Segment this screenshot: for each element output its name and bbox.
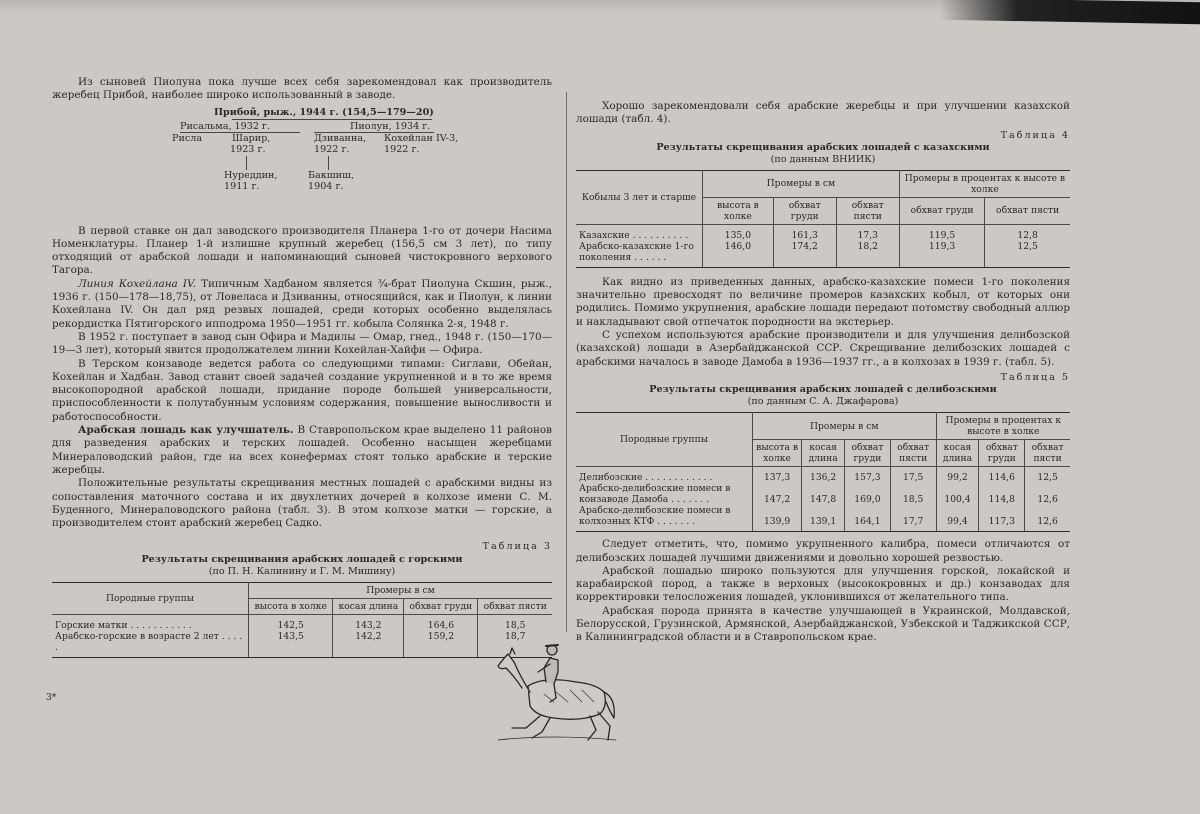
table3-subtitle: (по П. Н. Калинину и Г. М. Мишину) bbox=[208, 565, 396, 577]
table4-measures-header: Промеры в см bbox=[703, 170, 900, 197]
table5-measures-header: Промеры в см bbox=[753, 413, 937, 440]
left-column bbox=[52, 76, 552, 658]
table5-row-label: Делибозские . . . . . . . . . . . . Арабско-делибозские помеси в конзаводе Дамоба . . . . . . . Арабско-делибозские помеси в колхозных КТФ . . . . . . . bbox=[576, 467, 753, 532]
pedigree-g3a: Дзиванна, bbox=[314, 132, 367, 144]
table5-col-header: обхват пясти bbox=[1025, 440, 1070, 467]
table5-cell: 114,6 114,8 117,3 bbox=[979, 467, 1025, 532]
pedigree-line bbox=[232, 119, 432, 120]
koheilan-lead: Линия Кохейлана IV. bbox=[78, 277, 196, 290]
pedigree-g3b: 1922 г. bbox=[314, 143, 350, 155]
table5-col-header: обхват пясти bbox=[890, 440, 936, 467]
table5-col-header: высота в холке bbox=[753, 440, 802, 467]
table5-pct-header: Промеры в процентах к высоте в холке bbox=[936, 413, 1070, 440]
paragraph-omar: В 1952 г. поступает в завод сын Офира и Мадилы — Омар, гнед., 1948 г. (150—170—19—3 лет), который явится продолжателем линии Кохейлан-Хайфи — Офира. bbox=[52, 330, 552, 357]
paragraph-kazakh-result: Как видно из приведенных данных, арабско-казахские помеси 1-го поколения значительно превосходят по величине промеров казахских кобыл, от которых они родились. Помимо укрупнения, арабские лошади передают потомству свободный аллюр и накладывают свой отпечаток породности на экстерьер. bbox=[576, 275, 1070, 328]
table5-cell: 157,3 169,0 164,1 bbox=[845, 467, 891, 532]
table5-group-header: Породные группы bbox=[576, 413, 753, 467]
table3-measures-header: Промеры в см bbox=[249, 582, 553, 598]
table4-title: Результаты скрещивания арабских лошадей с казахскими bbox=[656, 141, 990, 153]
table5 bbox=[576, 412, 1070, 532]
paragraph-breeds: Арабской лошадью широко пользуются для улучшения горской, локайской и карабаирской пород, а также в верховых (высококровных и др.) конзаводах для корректировки телосложения лошадей, уклонившихся от желательного типа. bbox=[576, 564, 1070, 604]
table4 bbox=[576, 170, 1070, 268]
table3-cell: 143,2 142,2 bbox=[333, 614, 404, 657]
table5-col-header: косая длина bbox=[936, 440, 979, 467]
table3-col-header: обхват груди bbox=[404, 598, 478, 614]
paragraph-deliboz: С успехом используются арабские производители и для улучшения делибозской (казахской) лошади в Азербайджанской ССР. Скрещивание делибозских лошадей с арабскими началось в заводе Дамоба в 1936—1937 гг., а в колхозах в 1939 г. (табл. 5). bbox=[576, 329, 1070, 368]
table3-caption: Таблица 3 bbox=[482, 541, 552, 553]
pedigree-chart bbox=[52, 103, 552, 225]
table4-row-label: Казахские . . . . . . . . . . Арабско-казахские 1-го поколения . . . . . . bbox=[576, 224, 703, 267]
table3-cell: 142,5 143,5 bbox=[249, 614, 333, 657]
paragraph-results: Положительные результаты скрещивания местных лошадей с арабскими видны из сопоставления маточного состава и их двухлетних дочерей в колхозе имени С. М. Буденного, Минераловодского района (табл. 3). В этом колхозе матки — горские, а производителем стоит арабский жеребец Садко. bbox=[52, 477, 552, 530]
pedigree-gg1b: 1911 г. bbox=[224, 180, 260, 192]
right-column bbox=[576, 100, 1070, 645]
pedigree-sire: Пиолун, 1934 г. bbox=[350, 120, 431, 132]
table4-cell: 135,0 146,0 bbox=[703, 224, 774, 267]
table5-cell: 17,5 18,5 17,7 bbox=[890, 467, 936, 532]
paragraph-improver bbox=[52, 424, 552, 477]
table5-cell: 12,5 12,6 12,6 bbox=[1025, 467, 1070, 532]
paragraph-planer: В первой ставке он дал заводского производителя Планера 1-го от дочери Насима Номенклатуры. Планер 1-й излишне крупный жеребец (156,5 см 3 лет), по типу отходящий от арабской лошади и напоминающий сыновей чистокровного верхового Тагора. bbox=[52, 224, 552, 277]
pedigree-gg2b: 1904 г. bbox=[308, 180, 344, 192]
table3-cell: 18,5 18,7 bbox=[478, 614, 552, 657]
pedigree-g4a: Кохейлан IV-3, bbox=[384, 132, 459, 144]
table4-cell: 12,8 12,5 bbox=[985, 224, 1070, 267]
paragraph-movement: Следует отметить, что, помимо укрупненного калибра, помеси отличаются от делибозских лошадей лучшими движениями и довольно хорошей резвостью. bbox=[576, 538, 1070, 564]
intro-paragraph: Из сыновей Пиолуна пока лучше всех себя зарекомендовал как производитель жеребец Прибой, наиболее широко использованный в заводе. bbox=[52, 76, 552, 102]
column-divider bbox=[566, 92, 567, 632]
paragraph-republics: Арабская порода принята в качестве улучшающей в Украинской, Молдавской, Белорусской, Грузинской, Армянской, Азербайджанской, Узбекской и Таджикской ССР, в Калининградской области и в Ставропольском крае. bbox=[576, 604, 1070, 644]
pedigree-g1: Рисла bbox=[172, 132, 203, 144]
table4-cell: 119,5 119,3 bbox=[899, 224, 984, 267]
pedigree-root: Прибой, рыж., 1944 г. (154,5—179—20) bbox=[214, 106, 434, 118]
improver-text: В Ставропольском крае выделено 11 районов для разведения арабских и терских лошадей. Особенно насыщен жеребцами Минераловодский район, где на всех конефермах стоят только арабские и терские жеребцы. bbox=[52, 424, 552, 476]
table5-caption: Таблица 5 bbox=[1000, 371, 1070, 383]
table5-subtitle: (по данным С. А. Джафарова) bbox=[747, 396, 899, 408]
table5-col-header: косая длина bbox=[802, 440, 845, 467]
table3-group-header: Породные группы bbox=[52, 582, 249, 614]
table3 bbox=[52, 582, 552, 658]
table3-title: Результаты скрещивания арабских лошадей с горскими bbox=[141, 553, 463, 565]
improver-lead: Арабская лошадь как улучшатель. bbox=[78, 424, 294, 437]
table4-col-header: обхват пясти bbox=[836, 197, 899, 224]
pedigree-gg1a: Нуреддин, bbox=[224, 169, 278, 181]
pedigree-dam: Рисальма, 1932 г. bbox=[180, 120, 271, 132]
page-number: 3* bbox=[46, 693, 57, 703]
table4-col-header: обхват пясти bbox=[985, 197, 1070, 224]
table4-col-header: высота в холке bbox=[703, 197, 774, 224]
table3-col-header: высота в холке bbox=[249, 598, 333, 614]
table4-pct-header: Промеры в процентах к высоте в холке bbox=[899, 170, 1070, 197]
table4-col-header: обхват груди bbox=[899, 197, 984, 224]
table4-col-header: обхват груди bbox=[773, 197, 836, 224]
pedigree-g2b: 1923 г. bbox=[230, 143, 266, 155]
table4-cell: 161,3 174,2 bbox=[773, 224, 836, 267]
table4-caption: Таблица 4 bbox=[1000, 129, 1070, 141]
horse-rider-illustration bbox=[484, 636, 624, 746]
paragraph-koheilan bbox=[52, 278, 552, 331]
table4-subtitle: (по данным ВНИИК) bbox=[770, 153, 876, 165]
cover-corner bbox=[940, 0, 1200, 24]
pedigree-g4b: 1922 г. bbox=[384, 143, 420, 155]
table4-group-header: Кобылы 3 лет и старше bbox=[576, 170, 703, 224]
paragraph-terek: В Терском конзаводе ведется работа со следующими типами: Сиглави, Обейан, Кохейлан и Хадбан. Завод ставит своей задачей создание укрупненной и в то же время высокопородной арабской лошади, придание породе большей универсальности, приспособленности к полутабунным условиям содержания, повышение выносливости и работоспособности. bbox=[52, 357, 552, 423]
table5-col-header: обхват груди bbox=[979, 440, 1025, 467]
table5-title: Результаты скрещивания арабских лошадей с делибозскими bbox=[649, 384, 997, 396]
pedigree-g2a: Шарир, bbox=[232, 132, 271, 144]
pedigree-line bbox=[328, 156, 329, 170]
pedigree-line bbox=[246, 156, 247, 170]
paragraph-kazakh-intro: Хорошо зарекомендовали себя арабские жеребцы и при улучшении казахской лошади (табл. 4). bbox=[576, 100, 1070, 126]
table5-cell: 99,2 100,4 99,4 bbox=[936, 467, 979, 532]
table3-col-header: обхват пясти bbox=[478, 598, 552, 614]
table4-cell: 17,3 18,2 bbox=[836, 224, 899, 267]
pedigree-gg2a: Бакшиш, bbox=[308, 169, 355, 181]
table3-col-header: косая длина bbox=[333, 598, 404, 614]
table5-cell: 136,2 147,8 139,1 bbox=[802, 467, 845, 532]
table5-col-header: обхват груди bbox=[845, 440, 891, 467]
table3-cell: 164,6 159,2 bbox=[404, 614, 478, 657]
table5-cell: 137,3 147,2 139,9 bbox=[753, 467, 802, 532]
koheilan-text: Типичным Хадбаном является ¾-брат Пиолуна Скшин, рыж., 1936 г. (150—178—18,75), от Ловеласа и Дзиванны, относящийся, как и Пиолун, к линии Кохейлана IV. Он дал ряд резвых лошадей, среди которых особенно выделялась рекордистка Пятигорского ипподрома 1950—1951 гг. кобыла Солянка 2-я, 1948 г. bbox=[52, 277, 552, 330]
table3-row-label: Горские матки . . . . . . . . . . . Арабско-горские в возрасте 2 лет . . . . . bbox=[52, 614, 249, 657]
